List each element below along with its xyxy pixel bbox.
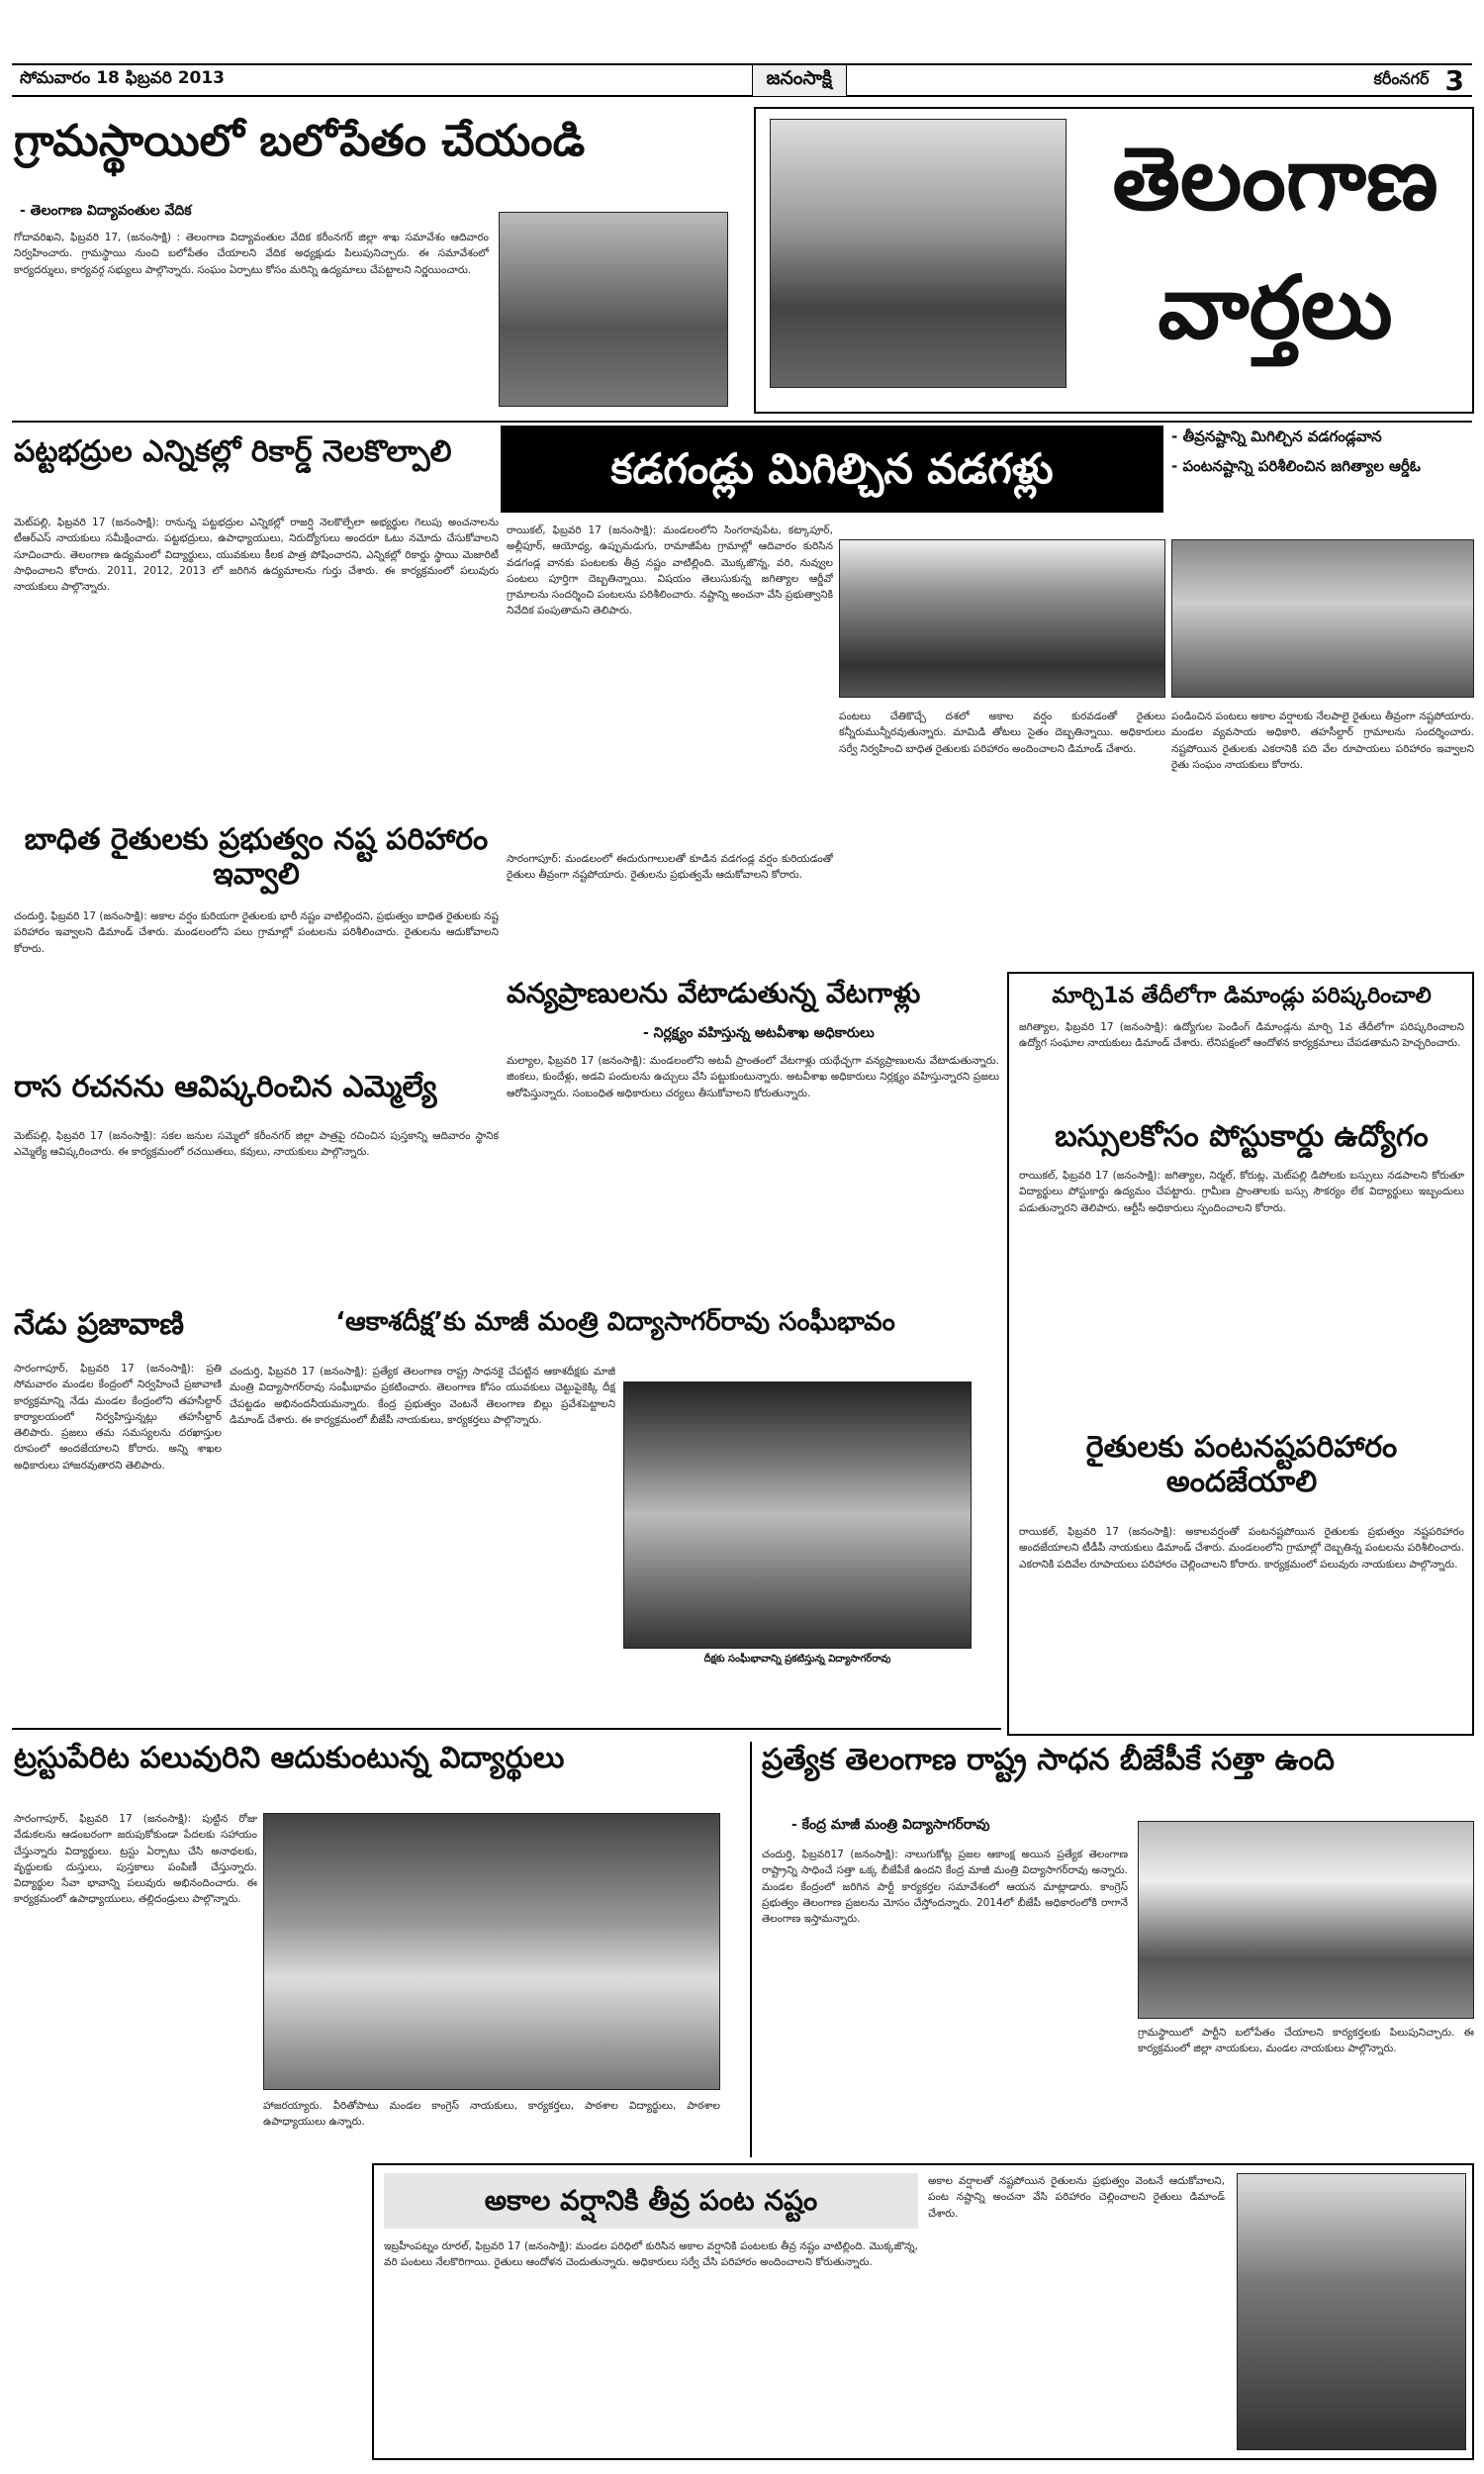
story-11-photo xyxy=(623,1381,972,1649)
story-1-body: గోదావరిఖని, ఫిబ్రవరి 17, (జనంసాక్షి) : తెలంగాణ విద్యావంతుల వేదిక కరీంనగర్ జిల్లా శాఖ సమావేశం ఆదివారం నిర్వహించారు. గ్రామస్థాయి నుంచి బలోపేతం చేయాలని వేదిక అధ్యక్షుడు పిలుపునిచ్చారు. ఈ సమావేశంలో కార్యదర్శులు, కార్యవర్గ సభ్యులు పాల్గొన్నారు. సంఘం ఏర్పాటు కోసం మరిన్ని ఉద్యమాలు చేపట్టాలని నిర్ణయించారు. xyxy=(14,232,489,276)
story-3-headline: బాధిత రైతులకు ప్రభుత్వం నష్ట పరిహారం ఇవ్వాలి xyxy=(24,822,489,892)
divider xyxy=(12,1728,1001,1730)
story-9-headline: బస్సులకోసం పోస్టుకార్డు ఉద్యోగం xyxy=(1055,1119,1429,1154)
story-1-photo xyxy=(499,212,728,407)
section-banner xyxy=(754,107,1474,414)
story-6-body: రాయికల్, ఫిబ్రవరి 17 (జనంసాక్షి): మండలంలోని సింగరావుపేట, కట్కాపూర్, అల్లీపూర్, ఆయోధ్య, ఉప్పుమడుగు, రామాజీపేట గ్రామాల్లో ఆదివారం కురిసిన వడగండ్ల వానకు పంటలకు తీవ్ర నష్టం వాటిల్లింది. మొక్కజొన్న, వరి, నువ్వుల పంటలు పూర్తిగా దెబ్బతిన్నాయి. విషయం తెలుసుకున్న జగిత్యాల ఆర్డీవో గ్రామాలను సందర్శించి పంటలను పరిశీలించారు. నష్టాన్ని అంచనా వేసి ప్రభుత్వానికి నివేదిక పంపుతామని తెలిపారు. xyxy=(507,524,833,618)
story-11-caption: దీక్షకు సంఘీభావాన్ని ప్రకటిస్తున్న విద్యాసాగర్‌రావు xyxy=(703,1654,891,1665)
story-10-body: రాయికల్, ఫిబ్రవరి 17 (జనంసాక్షి): అకాలవర్షంతో పంటనష్టపోయిన రైతులకు ప్రభుత్వం నష్టపరిహారం అందజేయాలని టీడీపీ నాయకులు డిమాండ్ చేశారు. మండలంలోని గ్రామాల్లో దెబ్బతిన్న పంటలను పరిశీలించారు. ఎకరానికి పదివేల రూపాయలు పరిహారం చెల్లించాలని కోరారు. కార్యక్రమంలో పలువురు నాయకులు పాల్గొన్నారు. xyxy=(1019,1526,1464,1570)
page-number: 3 xyxy=(1444,63,1464,97)
story-6-body-4: పండించిన పంటలు అకాల వర్షాలకు నేలపాలై రైతులు తీవ్రంగా నష్టపోయారు. మండల వ్యవసాయ అధికారి, తహసీల్దార్ గ్రామాలను సందర్శించారు. నష్టపోయిన రైతులకు ఎకరానికి పది వేల రూపాయలు పరిహారం ఇవ్వాలని రైతు సంఘం నాయకులు కోరారు. xyxy=(1171,711,1474,771)
story-4-headline: రాస రచనను ఆవిష్కరించిన ఎమ్మెల్యే xyxy=(14,1070,437,1104)
story-4-body: మెట్‌పల్లి, ఫిబ్రవరి 17 (జనంసాక్షి): సకల జనుల సమ్మెలో కరీంనగర్ జిల్లా పాత్రపై రచించిన పుస్తకాన్ని ఆదివారం స్థానిక ఎమ్మెల్యే ఆవిష్కరించారు. ఈ కార్యక్రమంలో రచయితలు, కవులు, నాయకులు పాల్గొన్నారు. xyxy=(14,1130,499,1159)
story-12-photo xyxy=(263,1813,720,2090)
divider xyxy=(750,1742,752,2157)
masthead-logo: జనంసాక్షి xyxy=(752,64,847,97)
story-6-photo-1 xyxy=(839,539,1165,698)
story-14-body-2: అకాల వర్షాలతో నష్టపోయిన రైతులను ప్రభుత్వం వెంటనే ఆదుకోవాలని, పంట నష్టాన్ని అంచనా వేసి పరిహారం చెల్లించాలని రైతులు డిమాండ్ చేశారు. xyxy=(928,2175,1225,2220)
story-6-body-3: పంటలు చేతికొచ్చే దశలో అకాల వర్షం కురవడంతో రైతులు కన్నీరుమున్నీరవుతున్నారు. మామిడి తోటలు సైతం దెబ్బతిన్నాయి. అధికారులు సర్వే నిర్వహించి బాధిత రైతులకు పరిహారం అందించాలని డిమాండ్ చేశారు. xyxy=(839,711,1165,755)
story-1-headline: గ్రామస్థాయిలో బలోపేతం చేయండి xyxy=(14,116,586,166)
issue-date: సోమవారం 18 ఫిబ్రవరి 2013 xyxy=(20,68,226,88)
story-6-photo-2 xyxy=(1171,539,1474,698)
story-14-body: ఇబ్రహీంపట్నం రూరల్, ఫిబ్రవరి 17 (జనంసాక్షి): మండల పరిధిలో కురిసిన అకాల వర్షానికి పంటలకు తీవ్ర నష్టం వాటిల్లింది. మొక్కజొన్న, వరి పంటలు నేలకొరిగాయి. రైతులు ఆందోళన చెందుతున్నారు. అధికారులు సర్వే చేసి పరిహారం అందించాలని కోరుతున్నారు. xyxy=(384,2240,918,2269)
banner-title-1: తెలంగాణ xyxy=(1112,128,1438,230)
story-13-body: చందుర్తి, ఫిబ్రవరి17 (జనంసాక్షి): నాలుగుకోట్ల ప్రజల ఆకాంక్ష అయిన ప్రత్యేక తెలంగాణ రాష్ట్రాన్ని సాధించే సత్తా ఒక్క బీజేపీకే ఉందని కేంద్ర మాజీ మంత్రి విద్యాసాగర్‌రావు అన్నారు. మండల కేంద్రంలో జరిగిన పార్టీ కార్యకర్తల సమావేశంలో ఆయన మాట్లాడారు. కాంగ్రెస్ ప్రభుత్వం తెలంగాణ ప్రజలను మోసం చేస్తోందన్నారు. 2014లో బీజేపీ అధికారంలోకి రాగానే తెలంగాణ ఇస్తామన్నారు. xyxy=(762,1849,1128,1926)
story-7-body: మల్యాల, ఫిబ్రవరి 17 (జనంసాక్షి): మండలంలోని అటవీ ప్రాంతంలో వేటగాళ్లు యథేచ్ఛగా వన్యప్రాణులను వేటాడుతున్నారు. జింకలు, కుందేళ్లు, అడవి పందులను ఉచ్చులు వేసి పట్టుకుంటున్నారు. అటవీశాఖ అధికారులు నిర్లక్ష్యం వహిస్తున్నారని ప్రజలు ఆరోపిస్తున్నారు. సంబంధిత అధికారులు చర్యలు తీసుకోవాలని కోరుతున్నారు. xyxy=(507,1055,999,1099)
divider xyxy=(12,421,1472,423)
story-6-subhead-2: - పంటనష్టాన్ని పరిశీలించిన జగిత్యాల ఆర్డీఓ xyxy=(1171,457,1421,475)
story-13-photo xyxy=(1138,1821,1474,2019)
story-3-body: చందుర్తి, ఫిబ్రవరి 17 (జనంసాక్షి): అకాల వర్షం కురియగా రైతులకు భారీ నష్టం వాటిల్లిందని, ప్రభుత్వం బాధిత రైతులకు నష్ట పరిహారం ఇవ్వాలని డిమాండ్ చేశారు. మండలంలోని పలు గ్రామాల్లో పంటలను పరిశీలించారు. రైతులను ఆదుకోవాలని కోరారు. xyxy=(14,910,499,955)
story-7-headline: వన్యప్రాణులను వేటాడుతున్న వేటగాళ్లు xyxy=(507,977,921,1009)
story-14-photo xyxy=(1237,2173,1466,2450)
story-7-subhead: - నిర్లక్ష్యం వహిస్తున్న అటవీశాఖ అధికారులు xyxy=(643,1025,875,1041)
edition-name: కరీంనగర్ xyxy=(1373,68,1430,88)
story-2-body: మెట్‌పల్లి, ఫిబ్రవరి 17 (జనంసాక్షి): రానున్న పట్టభద్రుల ఎన్నికల్లో రాజర్షి నెలకొల్పేలా అభ్యర్థుల గెలుపు అంచనాలను టీఆర్ఎస్ నాయకులు సమీక్షించారు. పట్టభద్రులు, ఉపాధ్యాయులు, నిరుద్యోగులు అందరూ ఓటు నమోదు చేసుకోవాలని సూచించారు. తెలంగాణ ఉద్యమంలో విద్యార్థులు, యువకులు కీలక పాత్ర పోషించారని, ఎన్నికల్లో రికార్డు స్థాయి మెజారిటీ సాధించాలని కోరారు. 2011, 2012, 2013 లో జరిగిన ఉద్యమాలను గుర్తు చేశారు. ఈ కార్యక్రమంలో పలువురు నాయకులు పాల్గొన్నారు. xyxy=(14,517,499,594)
story-12-tail: హాజరయ్యారు. వీరితోపాటు మండల కాంగ్రెస్ నాయకులు, కార్యకర్తలు, పాఠశాల విద్యార్థులు, పాఠశాల ఉపాధ్యాయులు ఉన్నారు. xyxy=(263,2100,720,2129)
story-12-body: సారంగాపూర్, ఫిబ్రవరి 17 (జనంసాక్షి): పుట్టిన రోజు వేడుకలను ఆడంబరంగా జరుపుకోకుండా పేదలకు సహాయం చేస్తున్నారు విద్యార్థులు. ట్రస్టు ఏర్పాటు చేసి అనాథలకు, వృద్ధులకు దుస్తులు, పుస్తకాలు పంపిణీ చేస్తున్నారు. విద్యార్థుల సేవా భావాన్ని పలువురు అభినందించారు. ఈ కార్యక్రమంలో ఉపాధ్యాయులు, తల్లిదండ్రులు పాల్గొన్నారు. xyxy=(14,1813,257,1906)
story-6-subhead-1: - తీవ్రనష్టాన్ని మిగిల్చిన వడగండ్లవాన xyxy=(1171,428,1382,445)
story-5-body: సారంగాపూర్, ఫిబ్రవరి 17 (జనంసాక్షి): ప్రతి సోమవారం మండల కేంద్రంలో నిర్వహించే ప్రజావాణి కార్యక్రమాన్ని నేడు మండల కేంద్రంలోని తహసీల్దార్ కార్యాలయంలో నిర్వహిస్తున్నట్లు తహసీల్దార్ తెలిపారు. ప్రజలు తమ సమస్యలను దరఖాస్తుల రూపంలో అందజేయాలని కోరారు. అన్ని శాఖల అధికారులు హాజరవుతారని తెలిపారు. xyxy=(14,1363,222,1472)
story-8-headline: మార్చి1వ తేదీలోగా డిమాండ్లు పరిష్కరించాలి xyxy=(1052,984,1432,1008)
story-11-headline: ‘ఆకాశదీక్ష’కు మాజీ మంత్రి విద్యాసాగర్‌రావు సంఘీభావం xyxy=(335,1307,895,1337)
story-8-body: జగిత్యాల, ఫిబ్రవరి 17 (జనంసాక్షి): ఉద్యోగుల పెండింగ్ డిమాండ్లను మార్చి 1వ తేదీలోగా పరిష్కరించాలని ఉద్యోగ సంఘాల నాయకులు డిమాండ్ చేశారు. లేనిపక్షంలో ఆందోళన కార్యక్రమాలు చేపడతామని హెచ్చరించారు. xyxy=(1019,1021,1464,1050)
story-6-headline-box xyxy=(501,426,1163,513)
story-9-body: రాయికల్, ఫిబ్రవరి 17 (జనంసాక్షి): జగిత్యాల, నిర్మల్, కోరుట్ల, మెట్‌పల్లి డిపోలకు బస్సులు నడపాలని కోరుతూ విద్యార్థులు పోస్టుకార్డు ఉద్యమం చేపట్టారు. గ్రామీణ ప్రాంతాలకు బస్సు సౌకర్యం లేక విద్యార్థులు ఇబ్బందులు పడుతున్నారని తెలిపారు. ఆర్టీసీ అధికారులు స్పందించాలని కోరారు. xyxy=(1019,1170,1464,1214)
story-14-headline: అకాల వర్షానికి తీవ్ర పంట నష్టం xyxy=(484,2183,818,2217)
story-6-headline: కడగండ్లు మిగిల్చిన వడగళ్లు xyxy=(610,443,1054,493)
banner-title-2: వార్తలు xyxy=(1158,256,1393,358)
story-13-headline: ప్రత్యేక తెలంగాణ రాష్ట్ర సాధన బీజేపీకే సత్తా ఉంది xyxy=(762,1743,1335,1777)
story-13-subhead: - కేంద్ర మాజీ మంత్రి విద్యాసాగర్‌రావు xyxy=(791,1817,990,1833)
story-2-headline: పట్టభద్రుల ఎన్నికల్లో రికార్డ్ నెలకొల్పాలి xyxy=(14,434,452,469)
story-1-subhead: - తెలంగాణ విద్యావంతుల వేదిక xyxy=(20,203,192,219)
story-6-body-2: సారంగాపూర్: మండలంలో ఈదురుగాలులతో కూడిన వడగండ్ల వర్షం కురియడంతో రైతులు తీవ్రంగా నష్టపోయారు. రైతులను ప్రభుత్వమే ఆదుకోవాలని కోరారు. xyxy=(507,853,833,882)
story-12-headline: ట్రస్టుపేరిట పలువురిని ఆదుకుంటున్న విద్యార్థులు xyxy=(14,1741,565,1775)
story-11-body: చందుర్తి, ఫిబ్రవరి 17 (జనంసాక్షి): ప్రత్యేక తెలంగాణ రాష్ట్ర సాధనకై చేపట్టిన ఆకాశదీక్షకు మాజీ మంత్రి విద్యాసాగర్‌రావు సంఘీభావం ప్రకటించారు. తెలంగాణ కోసం యువకులు చెట్టుపైకెక్కి దీక్ష చేపట్టడం అభినందనీయమన్నారు. కేంద్ర ప్రభుత్వం వెంటనే తెలంగాణ బిల్లు ప్రవేశపెట్టాలని డిమాండ్ చేశారు. ఈ కార్యక్రమంలో బీజేపీ నాయకులు, కార్యకర్తలు పాల్గొన్నారు. xyxy=(230,1366,615,1426)
fort-photo xyxy=(770,119,1067,388)
story-13-body-2: గ్రామస్థాయిలో పార్టీని బలోపేతం చేయాలని కార్యకర్తలకు పిలుపునిచ్చారు. ఈ కార్యక్రమంలో జిల్లా నాయకులు, మండల నాయకులు పాల్గొన్నారు. xyxy=(1138,2027,1474,2055)
story-10-headline: రైతులకు పంటనష్టపరిహారం అందజేయాలి xyxy=(1085,1430,1398,1499)
page-header xyxy=(12,63,1472,97)
story-5-headline: నేడు ప్రజావాణి xyxy=(14,1307,185,1342)
